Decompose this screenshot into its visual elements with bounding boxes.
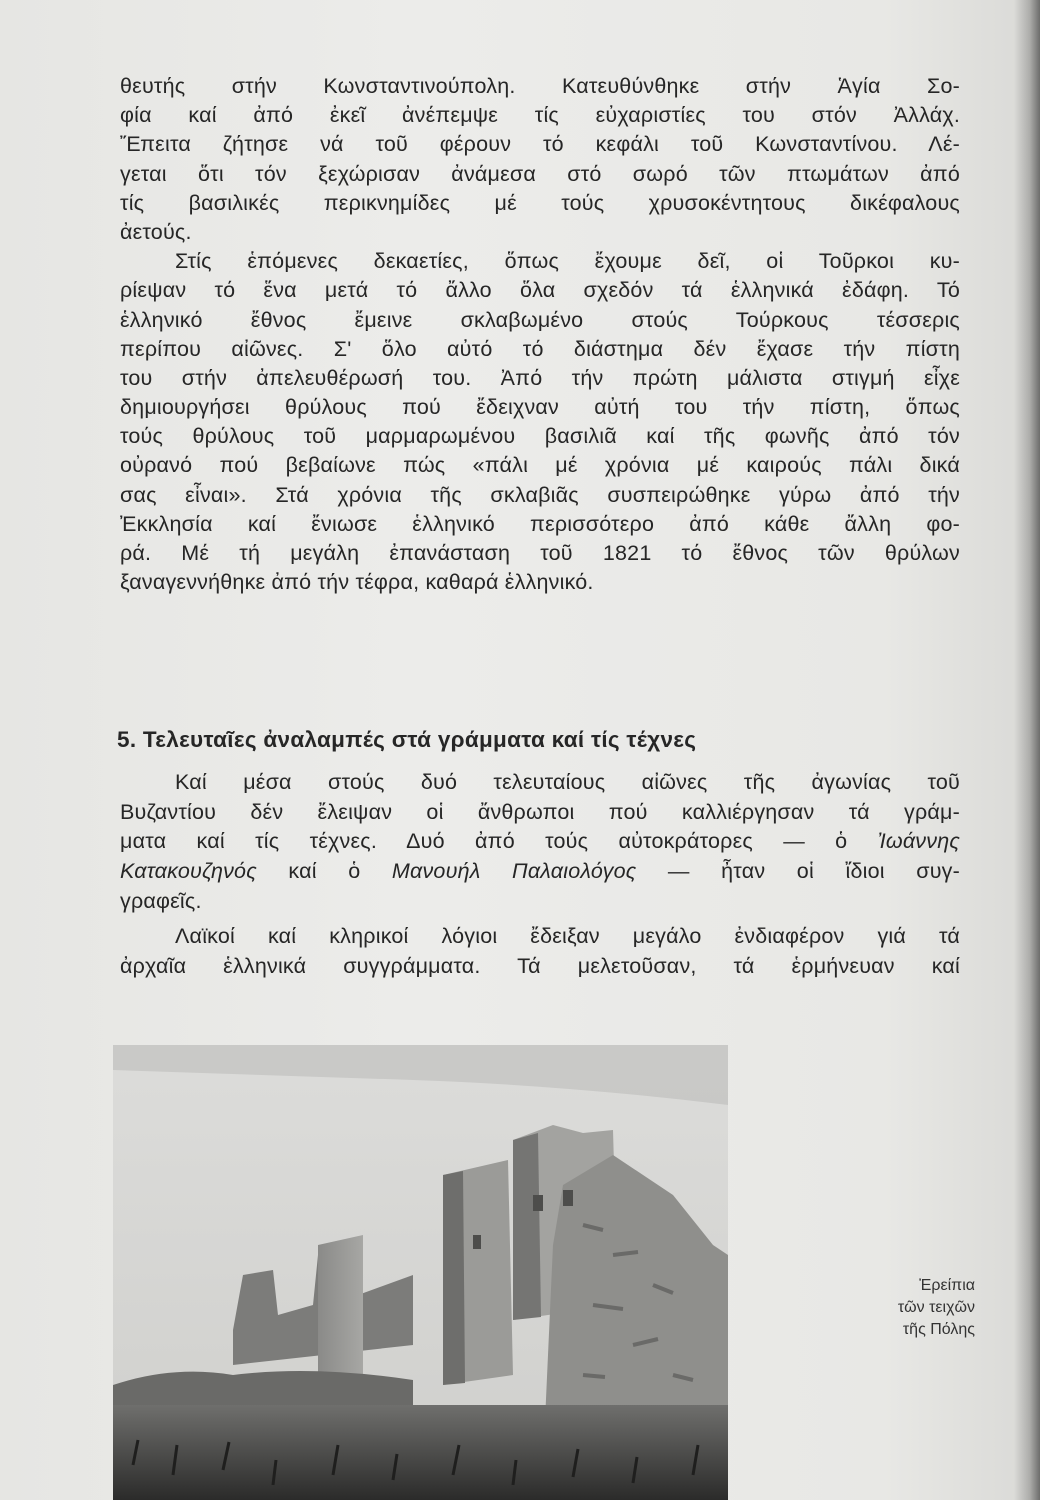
text-line: θευτής στήν Κωνσταντινούπολη. Κατευθύνθηκε στήν Ἁγία Σο-: [120, 74, 960, 98]
text-line: τίς βασιλικές περικνημίδες μέ τούς χρυσοκέντητους δικέφαλους: [120, 190, 960, 215]
text-line: ἑλληνικό ἔθνος ἔμεινε σκλαβωμένο στούς Τούρκους τέσσερις: [120, 307, 960, 332]
text-line: φία καί ἀπό ἐκεῖ ἀνέπεμψε τίς εὐχαριστίες του στόν Ἀλλάχ.: [120, 103, 960, 128]
caption-line: Ἐρείπια: [919, 1277, 975, 1294]
text-line: [120, 827, 960, 857]
caption-line: τῶν τειχῶν: [897, 1299, 975, 1316]
paragraph-continued: [120, 72, 960, 597]
text-line: ρά. Μέ τή μεγάλη ἐπανάσταση τοῦ 1821 τό ἔθνος τῶν θρύλων: [120, 541, 960, 565]
text-span: καί ὁ: [256, 859, 392, 884]
text-line: ρίεψαν τό ἕνα μετά τό ἄλλο ὅλα σχεδόν τά ἑλληνικά ἐδάφη. Τό: [120, 278, 960, 303]
text-line: ἀρχαῖα ἑλληνικά συγγράμματα. Τά μελετοῦσαν, τά ἑρμήνευαν καί: [120, 954, 960, 979]
text-line: Ἐκκλησία καί ἔνιωσε ἑλληνικό περισσότερο ἀπό κάθε ἄλλη φο-: [120, 511, 960, 536]
text-line: Στίς ἑπόμενες δεκαετίες, ὅπως ἔχουμε δεῖ, οἱ Τοῦρκοι κυ-: [175, 249, 960, 274]
emperor-name: Ἰωάννης: [877, 829, 960, 854]
tower-mid-shadow: [443, 1171, 465, 1385]
text-line: Βυζαντίου δέν ἔλειψαν οἱ ἄνθρωποι πού καλλιέργησαν τά γράμ-: [120, 799, 960, 824]
photo-caption: [835, 1275, 975, 1341]
tower-left: [318, 1235, 363, 1380]
text-span: ματα καί τίς τέχνες. Δυό ἀπό τούς αὐτοκράτορες — ὁ: [120, 829, 878, 854]
foreground-grass: [113, 1405, 728, 1500]
text-line: ξαναγεννήθηκε ἀπό τήν τέφρα, καθαρά ἑλληνικό.: [120, 570, 594, 595]
caption-line: τῆς Πόλης: [902, 1321, 975, 1338]
text-line: του στήν ἀπελευθέρωσή του. Ἀπό τήν πρώτη μάλιστα στιγμή εἶχε: [120, 365, 960, 390]
emperor-name: Κατακουζηνός: [120, 859, 257, 884]
text-line: Καί μέσα στούς δυό τελευταίους αἰῶνες τῆς ἀγωνίας τοῦ: [175, 770, 960, 794]
photo-city-walls-ruins: [113, 1045, 728, 1500]
text-line: οὐρανό πού βεβαίωνε πώς «πάλι μέ χρόνια μέ καιρούς πάλι δικά: [120, 453, 960, 478]
emperor-name: Μανουήλ Παλαιολόγος: [391, 859, 637, 884]
tower-main-shadow: [513, 1133, 541, 1320]
text-line: σας εἶναι». Στά χρόνια τῆς σκλαβιᾶς συσπειρώθηκε γύρω ἀπό τήν: [120, 482, 960, 507]
text-line: ἀετούς.: [120, 219, 192, 244]
text-line: [120, 857, 960, 887]
text-line: Ἔπειτα ζήτησε νά τοῦ φέρουν τό κεφάλι τοῦ Κωνσταντίνου. Λέ-: [120, 132, 960, 157]
text-line: δημιουργήσει θρύλους πού ἔδειχναν αὐτή του τήν πίστη, ὅπως: [120, 395, 960, 420]
text-line: γεται ὅτι τόν ξεχώρισαν ἀνάμεσα στό σωρό τῶν πτωμάτων ἀπό: [120, 161, 960, 186]
page-edge-shadow: [1014, 0, 1040, 1500]
text-line: περίπου αἰῶνες. Σ' ὅλο αὐτό τό διάστημα δέν ἔχασε τήν πίστη: [120, 336, 960, 361]
text-line: Λαϊκοί καί κληρικοί λόγιοι ἔδειξαν μεγάλο ἐνδιαφέρον γιά τά: [175, 924, 960, 949]
text-line: γραφεῖς.: [120, 888, 202, 913]
section-heading: 5. Τελευταῖες ἀναλαμπές στά γράμματα καί τίς τέχνες: [117, 727, 697, 752]
text-span: — ἦταν οἱ ἴδιοι συγ-: [636, 859, 960, 884]
section-body: [120, 768, 960, 982]
text-line: τούς θρύλους τοῦ μαρμαρωμένου βασιλιᾶ καί τῆς φωνῆς ἀπό τόν: [120, 424, 960, 449]
